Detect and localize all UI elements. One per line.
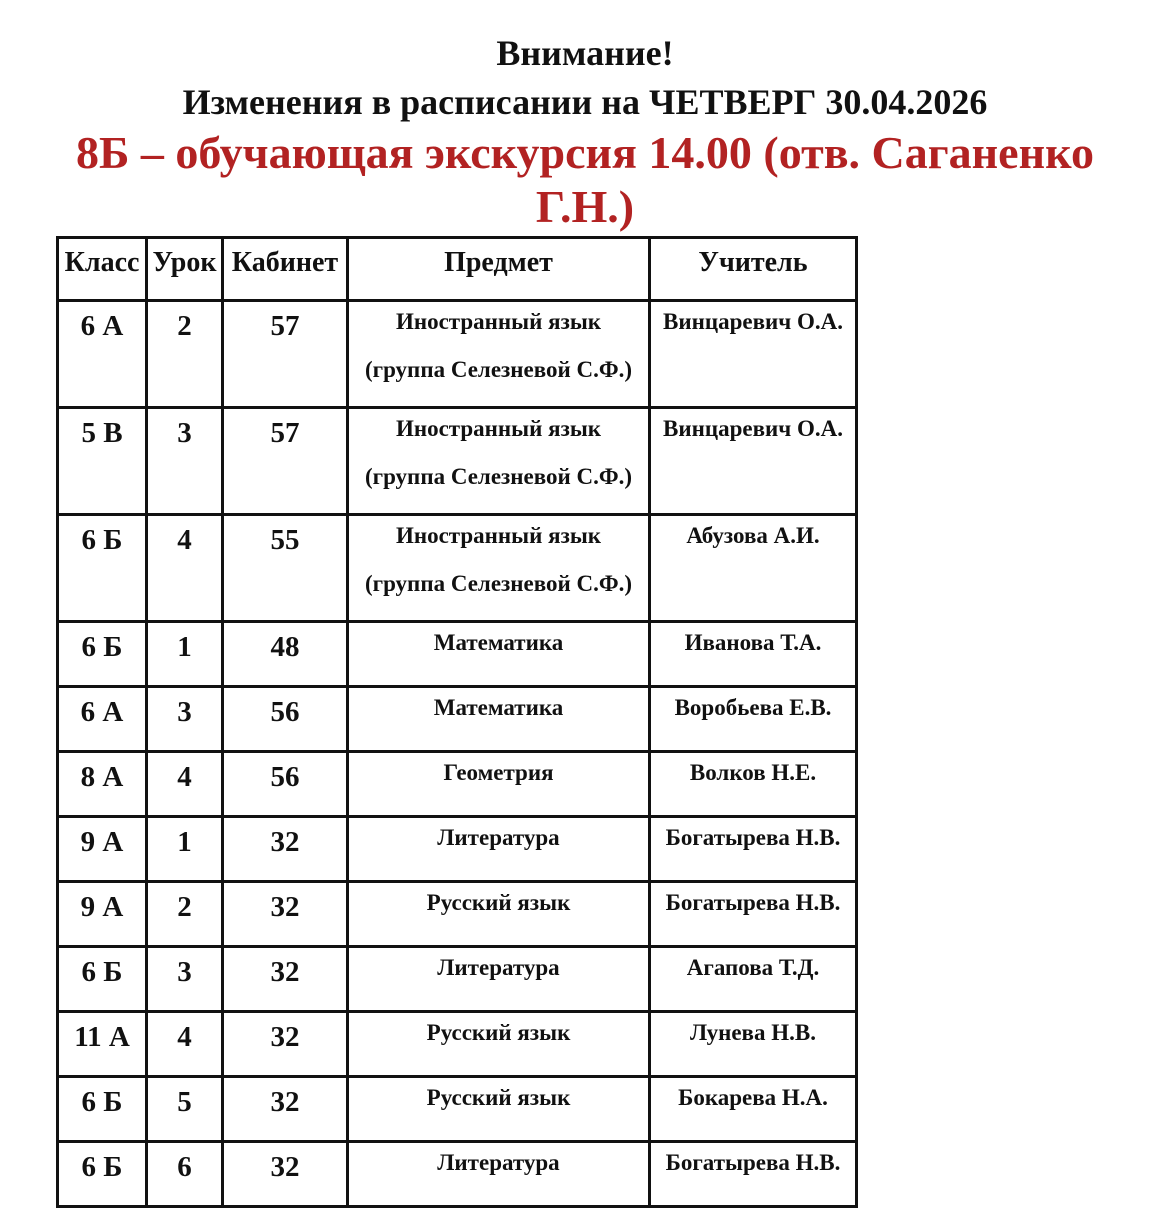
lesson-cell: 2 xyxy=(147,882,223,947)
lesson-cell: 1 xyxy=(147,622,223,687)
subject-group: (группа Селезневой С.Ф.) xyxy=(364,464,633,489)
class-cell: 9 А xyxy=(58,817,147,882)
subject-cell xyxy=(348,687,650,752)
subject-cell xyxy=(348,752,650,817)
room-cell: 32 xyxy=(223,1142,348,1207)
schedule-change-title: Изменения в расписании на ЧЕТВЕРГ 30.04.2026 xyxy=(182,82,988,122)
table-row xyxy=(58,752,857,817)
notice-title: Внимание! xyxy=(496,33,674,73)
class-cell: 11 А xyxy=(58,1012,147,1077)
lesson-cell: 2 xyxy=(147,301,223,408)
class-cell: 6 А xyxy=(58,687,147,752)
subject-cell xyxy=(348,1142,650,1207)
subject-name: Литература xyxy=(437,825,560,850)
class-cell: 5 В xyxy=(58,408,147,515)
room-cell: 32 xyxy=(223,882,348,947)
table-row xyxy=(58,408,857,515)
column-header-subject: Предмет xyxy=(348,238,650,301)
subject-cell xyxy=(348,408,650,515)
class-cell: 9 А xyxy=(58,882,147,947)
class-cell: 6 Б xyxy=(58,947,147,1012)
table-row xyxy=(58,1077,857,1142)
lesson-cell: 6 xyxy=(147,1142,223,1207)
lesson-cell: 3 xyxy=(147,687,223,752)
teacher-cell: Богатырева Н.В. xyxy=(650,882,857,947)
lesson-cell: 1 xyxy=(147,817,223,882)
lesson-cell: 3 xyxy=(147,408,223,515)
lesson-cell: 4 xyxy=(147,1012,223,1077)
teacher-cell: Агапова Т.Д. xyxy=(650,947,857,1012)
subject-name: Математика xyxy=(433,695,564,720)
class-cell: 6 Б xyxy=(58,1142,147,1207)
subject-cell xyxy=(348,622,650,687)
column-header-class: Класс xyxy=(58,238,147,301)
subject-name: Геометрия xyxy=(443,760,554,785)
room-cell: 32 xyxy=(223,1077,348,1142)
subject-name: Иностранный язык xyxy=(395,309,602,334)
room-cell: 57 xyxy=(223,408,348,515)
table-row xyxy=(58,817,857,882)
teacher-cell: Воробьева Е.В. xyxy=(650,687,857,752)
teacher-cell: Винцаревич О.А. xyxy=(650,301,857,408)
table-header-row xyxy=(58,238,857,301)
subject-name: Иностранный язык xyxy=(395,523,602,548)
teacher-cell: Бокарева Н.А. xyxy=(650,1077,857,1142)
subject-name: Литература xyxy=(437,1150,560,1175)
subject-group: (группа Селезневой С.Ф.) xyxy=(364,357,633,382)
room-cell: 32 xyxy=(223,1012,348,1077)
subject-name: Литература xyxy=(437,955,560,980)
table-row xyxy=(58,687,857,752)
room-cell: 56 xyxy=(223,687,348,752)
teacher-cell: Богатырева Н.В. xyxy=(650,817,857,882)
teacher-cell: Винцаревич О.А. xyxy=(650,408,857,515)
class-cell: 8 А xyxy=(58,752,147,817)
table-row xyxy=(58,882,857,947)
subject-group: (группа Селезневой С.Ф.) xyxy=(364,571,633,596)
room-cell: 32 xyxy=(223,817,348,882)
subject-name: Иностранный язык xyxy=(395,416,602,441)
subject-cell xyxy=(348,301,650,408)
subject-cell xyxy=(348,1012,650,1077)
column-header-teacher: Учитель xyxy=(650,238,857,301)
teacher-cell: Иванова Т.А. xyxy=(650,622,857,687)
room-cell: 32 xyxy=(223,947,348,1012)
table-row xyxy=(58,301,857,408)
lesson-cell: 5 xyxy=(147,1077,223,1142)
column-header-lesson: Урок xyxy=(147,238,223,301)
schedule-changes-table xyxy=(56,236,858,1208)
subject-name: Русский язык xyxy=(426,890,571,915)
lesson-cell: 4 xyxy=(147,515,223,622)
subject-cell xyxy=(348,882,650,947)
excursion-notice: 8Б – обучающая экскурсия 14.00 (отв. Саганенко Г.Н.) xyxy=(76,127,1094,232)
subject-name: Русский язык xyxy=(426,1085,571,1110)
lesson-cell: 4 xyxy=(147,752,223,817)
lesson-cell: 3 xyxy=(147,947,223,1012)
subject-cell xyxy=(348,515,650,622)
table-row xyxy=(58,947,857,1012)
class-cell: 6 Б xyxy=(58,622,147,687)
class-cell: 6 Б xyxy=(58,1077,147,1142)
room-cell: 56 xyxy=(223,752,348,817)
class-cell: 6 А xyxy=(58,301,147,408)
teacher-cell: Лунева Н.В. xyxy=(650,1012,857,1077)
room-cell: 57 xyxy=(223,301,348,408)
teacher-cell: Абузова А.И. xyxy=(650,515,857,622)
table-row xyxy=(58,515,857,622)
class-cell: 6 Б xyxy=(58,515,147,622)
teacher-cell: Богатырева Н.В. xyxy=(650,1142,857,1207)
subject-cell xyxy=(348,817,650,882)
subject-name: Русский язык xyxy=(426,1020,571,1045)
subject-cell xyxy=(348,1077,650,1142)
room-cell: 48 xyxy=(223,622,348,687)
table-row xyxy=(58,1012,857,1077)
teacher-cell: Волков Н.Е. xyxy=(650,752,857,817)
table-row xyxy=(58,622,857,687)
subject-cell xyxy=(348,947,650,1012)
table-row xyxy=(58,1142,857,1207)
room-cell: 55 xyxy=(223,515,348,622)
subject-name: Математика xyxy=(433,630,564,655)
column-header-room: Кабинет xyxy=(223,238,348,301)
